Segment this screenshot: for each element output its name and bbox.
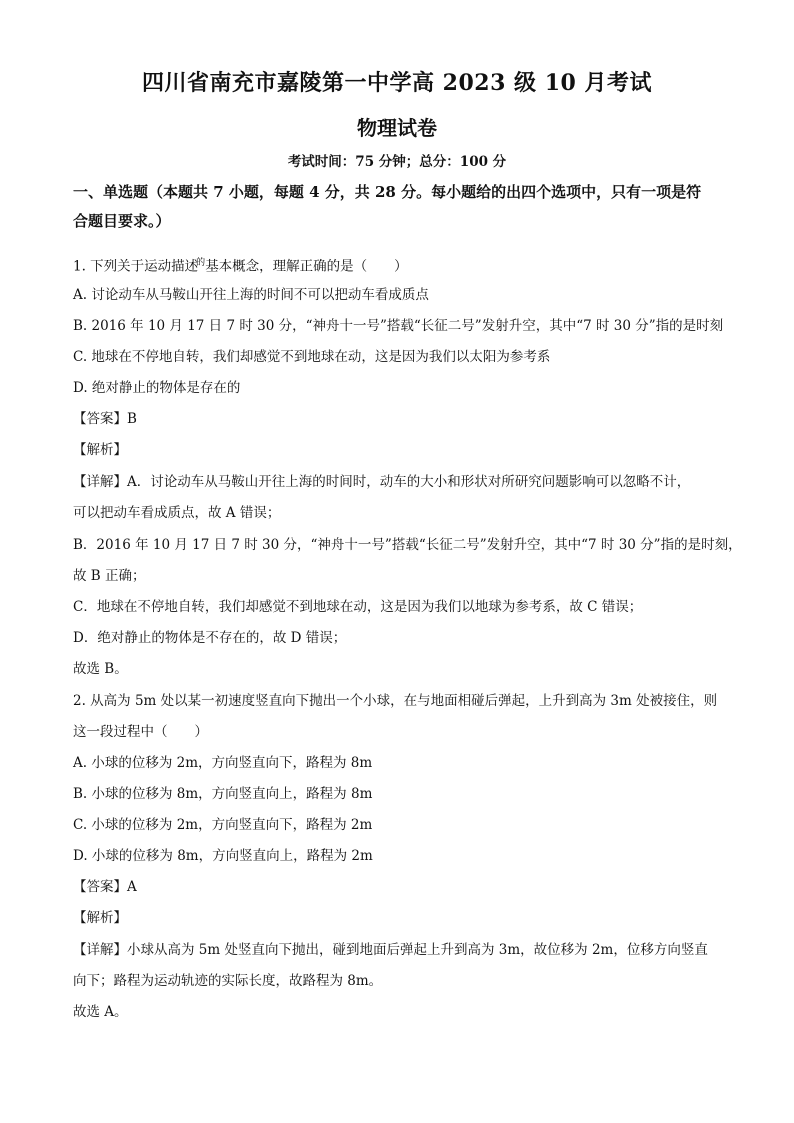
- q2-option-d: D. 小球的位移为 8m，方向竖直向上，路程为 2m: [73, 848, 373, 864]
- exam-subtitle: 物理试卷: [357, 116, 437, 140]
- q1-analysis-label: 【解析】: [73, 442, 127, 458]
- q2-detail-line: 故选 A。: [73, 1004, 128, 1020]
- q1-stem-sup: 的: [196, 258, 206, 268]
- q2-stem-cont: 这一段过程中（ ）: [73, 724, 208, 740]
- q1-stem: [73, 254, 733, 276]
- q1-answer: 【答案】B: [73, 411, 137, 427]
- exam-info: 考试时间：75 分钟；总分：100 分: [287, 154, 507, 170]
- q2-option-a: A. 小球的位移为 2m，方向竖直向下，路程为 8m: [73, 755, 373, 771]
- q2-detail-line: 【详解】小球从高为 5m 处竖直向下抛出，碰到地面后弹起上升到高为 3m，故位移为 2m，位移方向竖直: [73, 942, 708, 958]
- q1-option-a: A. 讨论动车从马鞍山开往上海的时间不可以把动车看成质点: [73, 287, 429, 303]
- q1-detail-line: D．绝对静止的物体是不存在的，故 D 错误；: [73, 630, 347, 646]
- q2-option-b: B. 小球的位移为 8m，方向竖直向上，路程为 8m: [73, 786, 373, 802]
- q1-detail-line: 故 B 正确；: [73, 568, 146, 584]
- q1-detail-line: B．2016 年 10 月 17 日 7 时 30 分，“神舟十一号”搭载“长征二号”发射升空，其中“7 时 30 分”指的是时刻，: [73, 537, 742, 553]
- q2-analysis-label: 【解析】: [73, 910, 127, 926]
- q1-detail-line: 【详解】A．讨论动车从马鞍山开往上海的时间时，动车的大小和形状对所研究问题影响可以忽略不计，: [73, 474, 691, 490]
- q1-detail-line: C．地球在不停地自转，我们却感觉不到地球在动，这是因为我们以地球为参考系，故 C 错误；: [73, 599, 643, 615]
- section-heading-cont: 合题目要求。）: [73, 212, 171, 230]
- q2-option-c: C. 小球的位移为 2m，方向竖直向下，路程为 2m: [73, 817, 373, 833]
- q1-stem-before: 1. 下列关于运动描述: [73, 258, 199, 275]
- section-heading: 一、单选题（本题共 7 小题，每题 4 分，共 28 分。每小题给的出四个选项中，只有一项是符: [73, 183, 702, 201]
- q1-option-c: C. 地球在不停地自转，我们却感觉不到地球在动，这是因为我们以太阳为参考系: [73, 349, 551, 365]
- q1-detail-line: 可以把动车看成质点，故 A 错误；: [73, 505, 281, 521]
- q1-option-d: D. 绝对静止的物体是存在的: [73, 380, 241, 396]
- q2-answer: 【答案】A: [73, 879, 137, 895]
- q1-detail-line: 故选 B。: [73, 661, 128, 677]
- q1-stem-after: 基本概念，理解正确的是（ ）: [205, 258, 408, 275]
- q2-stem: 2. 从高为 5m 处以某一初速度竖直向下抛出一个小球，在与地面相碰后弹起，上升到高为 3m 处被接住，则: [73, 693, 718, 709]
- q1-option-b: B. 2016 年 10 月 17 日 7 时 30 分，“神舟十一号”搭载“长征二号”发射升空，其中“7 时 30 分”指的是时刻: [73, 318, 724, 334]
- exam-title: 四川省南充市嘉陵第一中学高 2023 级 10 月考试: [142, 70, 652, 96]
- q2-detail-line: 向下；路程为运动轨迹的实际长度，故路程为 8m。: [73, 973, 383, 989]
